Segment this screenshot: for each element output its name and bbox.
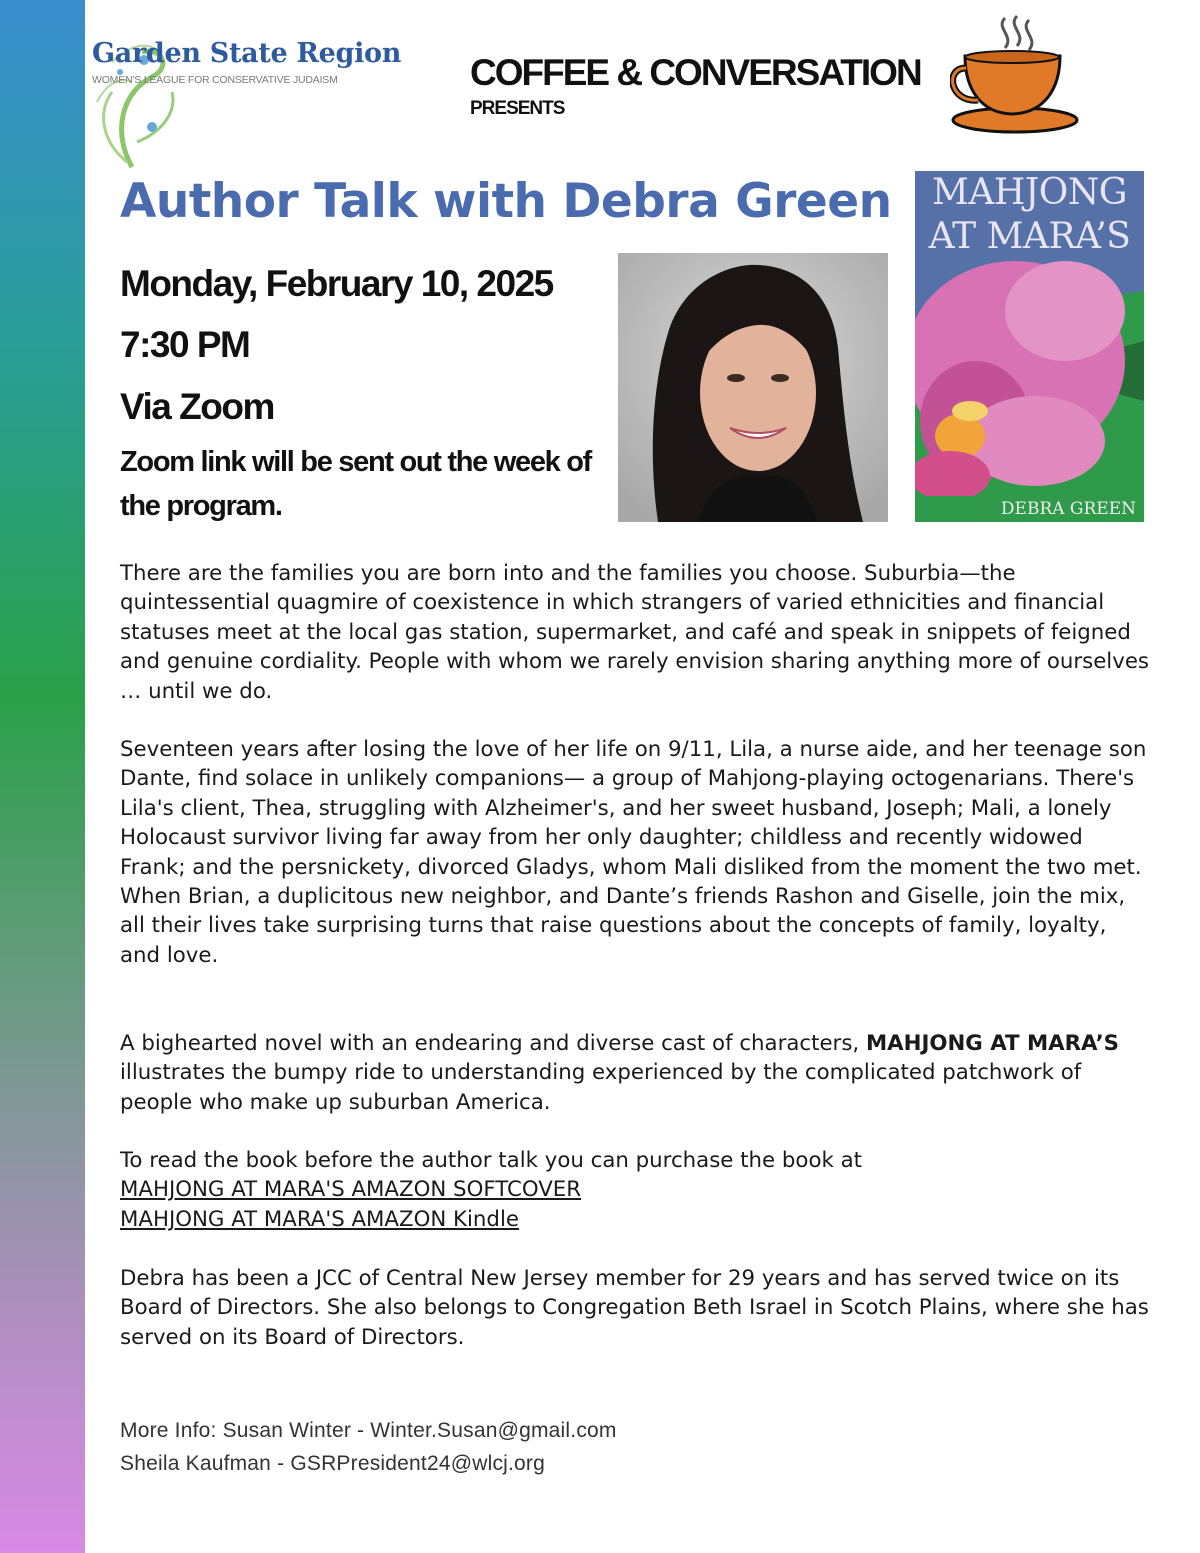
description-paragraph-1: There are the families you are born into and the families you choose. Suburbia—the quintessential quagmire of coexistence in which strangers of varied ethnicities and financial statuses meet at the local gas station, supermarket, and café and speak in snippets of feigned and genuine cordiality. People with whom we rarely envision sharing anything more of ourselves … until we do.: [120, 561, 1150, 704]
book-cover-title: [915, 171, 1144, 259]
amazon-softcover-link[interactable]: MAHJONG AT MARA'S AMAZON SOFTCOVER: [120, 1177, 582, 1203]
book-cover-title-line1: MAHJONG: [932, 172, 1127, 213]
gradient-sidebar: [0, 0, 85, 1553]
zoom-note: Zoom link will be sent out the week of the program.: [120, 446, 592, 522]
author-bio-paragraph: Debra has been a JCC of Central New Jersey member for 29 years and has served twice on its Board of Directors. She also belongs to Congregation Beth Israel in Scotch Plains, where she has served on its Board of Directors.: [120, 1266, 1149, 1350]
event-location: Via Zoom: [120, 386, 274, 427]
book-cover-title-line2: AT MARA’S: [928, 216, 1131, 257]
logo-title: Garden State Region: [92, 38, 402, 69]
header-presents: PRESENTS: [470, 98, 565, 119]
logo-subtitle: WOMEN'S LEAGUE FOR CONSERVATIVE JUDAISM: [92, 74, 338, 86]
amazon-kindle-link[interactable]: MAHJONG AT MARA'S AMAZON Kindle: [120, 1206, 519, 1232]
book-title-bold: MAHJONG AT MARA’S: [865, 1031, 1119, 1056]
event-time: 7:30 PM: [120, 324, 250, 365]
author-photo: [618, 253, 888, 522]
header-title: COFFEE & CONVERSATION: [470, 52, 921, 93]
description-paragraph-2: Seventeen years after losing the love of her life on 9/11, Lila, a nurse aide, and her teenage son Dante, find solace in unlikely companions— a group of Mahjong-playing octogenarians. There's Lila's client, Thea, struggling with Alzheimer's, and her sweet husband, Joseph; Mali, a lonely Holocaust survivor living far away from her only daughter; childless and recently widowed Frank; and the persnickety, divorced Gladys, whom Mali disliked from the moment the two met. When Brian, a duplicitous new neighbor, and Dante’s friends Rashon and Giselle, join the mix, all their lives take surprising turns that raise questions about the concepts of family, loyalty, and love.: [120, 737, 1147, 968]
p3-text-after: illustrates the bumpy ride to understanding experienced by the complicated patchwork of people who make up suburban America.: [120, 1060, 1082, 1115]
contact-info-line-1: More Info: Susan Winter - Winter.Susan@gmail.com: [120, 1419, 617, 1442]
purchase-paragraph: [120, 1146, 1150, 1234]
p3-text-before: A bighearted novel with an endearing and diverse cast of characters,: [120, 1031, 866, 1056]
event-title: Author Talk with Debra Green: [120, 174, 892, 229]
coffee-cup-icon: [950, 8, 1080, 138]
book-cover-author: DEBRA GREEN: [1000, 499, 1136, 519]
contact-info-line-2: Sheila Kaufman - GSRPresident24@wlcj.org: [120, 1452, 546, 1475]
description-paragraph-3: [120, 1029, 1150, 1117]
book-cover: [915, 171, 1144, 522]
event-date: Monday, February 10, 2025: [120, 263, 553, 304]
purchase-intro: To read the book before the author talk you can purchase the book at: [120, 1148, 862, 1173]
